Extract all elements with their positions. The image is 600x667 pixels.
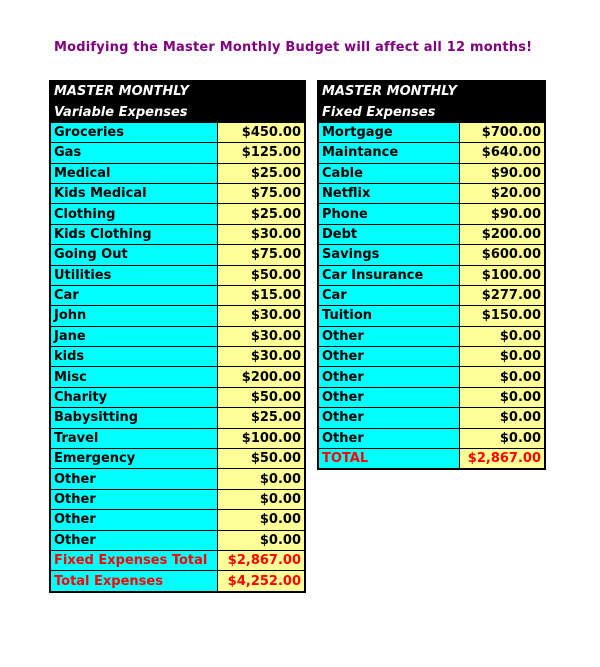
variable-expense-row-label[interactable]: Charity	[51, 387, 218, 407]
variable-expense-row-amount[interactable]: $30.00	[217, 224, 304, 244]
variable-expense-row-amount[interactable]: $50.00	[217, 449, 304, 469]
variable-expense-row-amount[interactable]: $50.00	[217, 387, 304, 407]
variable-expense-row[interactable]	[51, 122, 305, 142]
fixed-expense-row-amount[interactable]: $200.00	[460, 224, 545, 244]
fixed-expense-row[interactable]	[319, 122, 545, 142]
fixed-expense-row[interactable]	[319, 326, 545, 346]
variable-expense-row[interactable]	[51, 347, 305, 367]
fixed-total-row-amount[interactable]: $2,867.00	[460, 449, 545, 469]
fixed-expense-row-amount[interactable]: $700.00	[460, 122, 545, 142]
variable-expense-row-amount[interactable]: $30.00	[217, 306, 304, 326]
variable-expense-row[interactable]	[51, 163, 305, 183]
fixed-expense-row-label[interactable]: Other	[319, 326, 460, 346]
fixed-expense-row-amount[interactable]: $277.00	[460, 285, 545, 305]
variable-expense-row[interactable]	[51, 245, 305, 265]
variable-expense-row-label[interactable]: Other	[51, 510, 218, 530]
fixed-expenses-total-row-label[interactable]: Fixed Expenses Total	[51, 550, 218, 570]
fixed-total-row-label[interactable]: TOTAL	[319, 449, 460, 469]
fixed-expense-row-amount[interactable]: $0.00	[460, 408, 545, 428]
fixed-title: MASTER MONTHLY	[319, 82, 545, 102]
fixed-expense-row-label[interactable]: Other	[319, 428, 460, 448]
variable-expense-row-amount[interactable]: $25.00	[217, 204, 304, 224]
fixed-expense-row[interactable]	[319, 408, 545, 428]
variable-expense-row-amount[interactable]: $25.00	[217, 163, 304, 183]
fixed-expense-row[interactable]	[319, 143, 545, 163]
variable-expense-row-amount[interactable]: $450.00	[217, 122, 304, 142]
fixed-expenses-table	[318, 81, 545, 469]
total-expenses-row-label[interactable]: Total Expenses	[51, 571, 218, 591]
variable-expense-row[interactable]	[51, 449, 305, 469]
variable-expense-row-label[interactable]: Kids Clothing	[51, 224, 218, 244]
variable-expense-row-label[interactable]: Utilities	[51, 265, 218, 285]
fixed-expense-row-amount[interactable]: $640.00	[460, 143, 545, 163]
fixed-expense-row-label[interactable]: Other	[319, 387, 460, 407]
variable-expense-row-label[interactable]: Car	[51, 285, 218, 305]
variable-expense-row[interactable]	[51, 183, 305, 203]
fixed-expense-row-label[interactable]: Cable	[319, 163, 460, 183]
fixed-expense-row-amount[interactable]: $90.00	[460, 163, 545, 183]
variable-expense-row-amount[interactable]: $30.00	[217, 326, 304, 346]
fixed-expense-row-amount[interactable]: $20.00	[460, 183, 545, 203]
fixed-expense-row-label[interactable]: Other	[319, 408, 460, 428]
variable-expense-row-label[interactable]: Other	[51, 469, 218, 489]
fixed-expense-row[interactable]	[319, 367, 545, 387]
variable-expense-row-amount[interactable]: $125.00	[217, 143, 304, 163]
variable-expense-row-amount[interactable]: $0.00	[217, 489, 304, 509]
fixed-expense-row[interactable]	[319, 306, 545, 326]
fixed-expense-row-amount[interactable]: $100.00	[460, 265, 545, 285]
variable-expense-row[interactable]	[51, 306, 305, 326]
fixed-subtitle: Fixed Expenses	[319, 102, 545, 122]
fixed-expenses-total-row-amount[interactable]: $2,867.00	[217, 550, 304, 570]
fixed-expense-row-amount[interactable]: $90.00	[460, 204, 545, 224]
variable-expense-row-amount[interactable]: $0.00	[217, 469, 304, 489]
variable-expense-row-label[interactable]: kids	[51, 347, 218, 367]
fixed-expense-row[interactable]	[319, 428, 545, 448]
fixed-expense-row-amount[interactable]: $0.00	[460, 326, 545, 346]
variable-title: MASTER MONTHLY	[51, 82, 305, 102]
variable-expense-row-label[interactable]: Misc	[51, 367, 218, 387]
fixed-expense-row-label[interactable]: Phone	[319, 204, 460, 224]
fixed-subtitle-row	[319, 102, 545, 122]
fixed-expense-row-label[interactable]: Netflix	[319, 183, 460, 203]
variable-expense-row-label[interactable]: Jane	[51, 326, 218, 346]
variable-expense-row-label[interactable]: Travel	[51, 428, 218, 448]
variable-expense-row-amount[interactable]: $25.00	[217, 408, 304, 428]
variable-expense-row[interactable]	[51, 143, 305, 163]
variable-expense-row-label[interactable]: Medical	[51, 163, 218, 183]
variable-expense-row[interactable]	[51, 510, 305, 530]
variable-expense-row-label[interactable]: Emergency	[51, 449, 218, 469]
fixed-expense-row-amount[interactable]: $0.00	[460, 347, 545, 367]
fixed-expense-row-label[interactable]: Debt	[319, 224, 460, 244]
fixed-title-row	[319, 82, 545, 102]
fixed-expense-row-label[interactable]: Car Insurance	[319, 265, 460, 285]
fixed-expenses-total-row[interactable]	[51, 550, 305, 570]
variable-expense-row[interactable]	[51, 204, 305, 224]
variable-expense-row[interactable]	[51, 530, 305, 550]
variable-expense-row[interactable]	[51, 367, 305, 387]
fixed-expense-row-label[interactable]: Car	[319, 285, 460, 305]
variable-expense-row[interactable]	[51, 428, 305, 448]
total-expenses-row[interactable]	[51, 571, 305, 591]
variable-expense-row-label[interactable]: Going Out	[51, 245, 218, 265]
fixed-expense-row[interactable]	[319, 224, 545, 244]
variable-expense-row-amount[interactable]: $200.00	[217, 367, 304, 387]
variable-expense-row-label[interactable]: Groceries	[51, 122, 218, 142]
variable-expense-row[interactable]	[51, 408, 305, 428]
variable-subtitle-row	[51, 102, 305, 122]
total-expenses-row-amount[interactable]: $4,252.00	[217, 571, 304, 591]
fixed-expense-row[interactable]	[319, 245, 545, 265]
variable-expense-row-amount[interactable]: $75.00	[217, 245, 304, 265]
variable-expense-row-amount[interactable]: $0.00	[217, 530, 304, 550]
variable-expense-row-amount[interactable]: $75.00	[217, 183, 304, 203]
budget-notice: Modifying the Master Monthly Budget will affect all 12 months!	[54, 40, 533, 55]
variable-expense-row[interactable]	[51, 265, 305, 285]
fixed-expense-row-amount[interactable]: $150.00	[460, 306, 545, 326]
fixed-expense-row[interactable]	[319, 204, 545, 224]
fixed-expense-row-amount[interactable]: $0.00	[460, 367, 545, 387]
fixed-expense-row-label[interactable]: Savings	[319, 245, 460, 265]
fixed-expense-row-label[interactable]: Mortgage	[319, 122, 460, 142]
fixed-expense-row-label[interactable]: Tuition	[319, 306, 460, 326]
variable-expense-row[interactable]	[51, 469, 305, 489]
fixed-expense-row-amount[interactable]: $0.00	[460, 387, 545, 407]
fixed-expense-row[interactable]	[319, 265, 545, 285]
variable-expense-row-amount[interactable]: $100.00	[217, 428, 304, 448]
variable-expense-row-label[interactable]: Other	[51, 530, 218, 550]
fixed-expense-row[interactable]	[319, 285, 545, 305]
fixed-expense-row[interactable]	[319, 387, 545, 407]
variable-expense-row[interactable]	[51, 285, 305, 305]
variable-subtitle: Variable Expenses	[51, 102, 305, 122]
fixed-expense-row-label[interactable]: Maintance	[319, 143, 460, 163]
fixed-expense-row[interactable]	[319, 347, 545, 367]
variable-expense-row-amount[interactable]: $15.00	[217, 285, 304, 305]
variable-expense-row[interactable]	[51, 489, 305, 509]
fixed-expense-row-amount[interactable]: $0.00	[460, 428, 545, 448]
variable-expense-row[interactable]	[51, 387, 305, 407]
variable-expense-row[interactable]	[51, 224, 305, 244]
variable-expense-row-amount[interactable]: $0.00	[217, 510, 304, 530]
fixed-expense-row[interactable]	[319, 163, 545, 183]
variable-expense-row-label[interactable]: Babysitting	[51, 408, 218, 428]
fixed-total-row[interactable]	[319, 449, 545, 469]
fixed-expense-row[interactable]	[319, 183, 545, 203]
variable-expense-row-label[interactable]: Kids Medical	[51, 183, 218, 203]
fixed-expense-row-amount[interactable]: $600.00	[460, 245, 545, 265]
fixed-expense-row-label[interactable]: Other	[319, 347, 460, 367]
variable-expense-row[interactable]	[51, 326, 305, 346]
fixed-expense-row-label[interactable]: Other	[319, 367, 460, 387]
variable-expense-row-label[interactable]: Clothing	[51, 204, 218, 224]
variable-title-row	[51, 82, 305, 102]
variable-expenses-table	[50, 81, 305, 592]
variable-expense-row-label[interactable]: Other	[51, 489, 218, 509]
variable-expense-row-amount[interactable]: $50.00	[217, 265, 304, 285]
variable-expense-row-amount[interactable]: $30.00	[217, 347, 304, 367]
variable-expense-row-label[interactable]: Gas	[51, 143, 218, 163]
variable-expense-row-label[interactable]: John	[51, 306, 218, 326]
